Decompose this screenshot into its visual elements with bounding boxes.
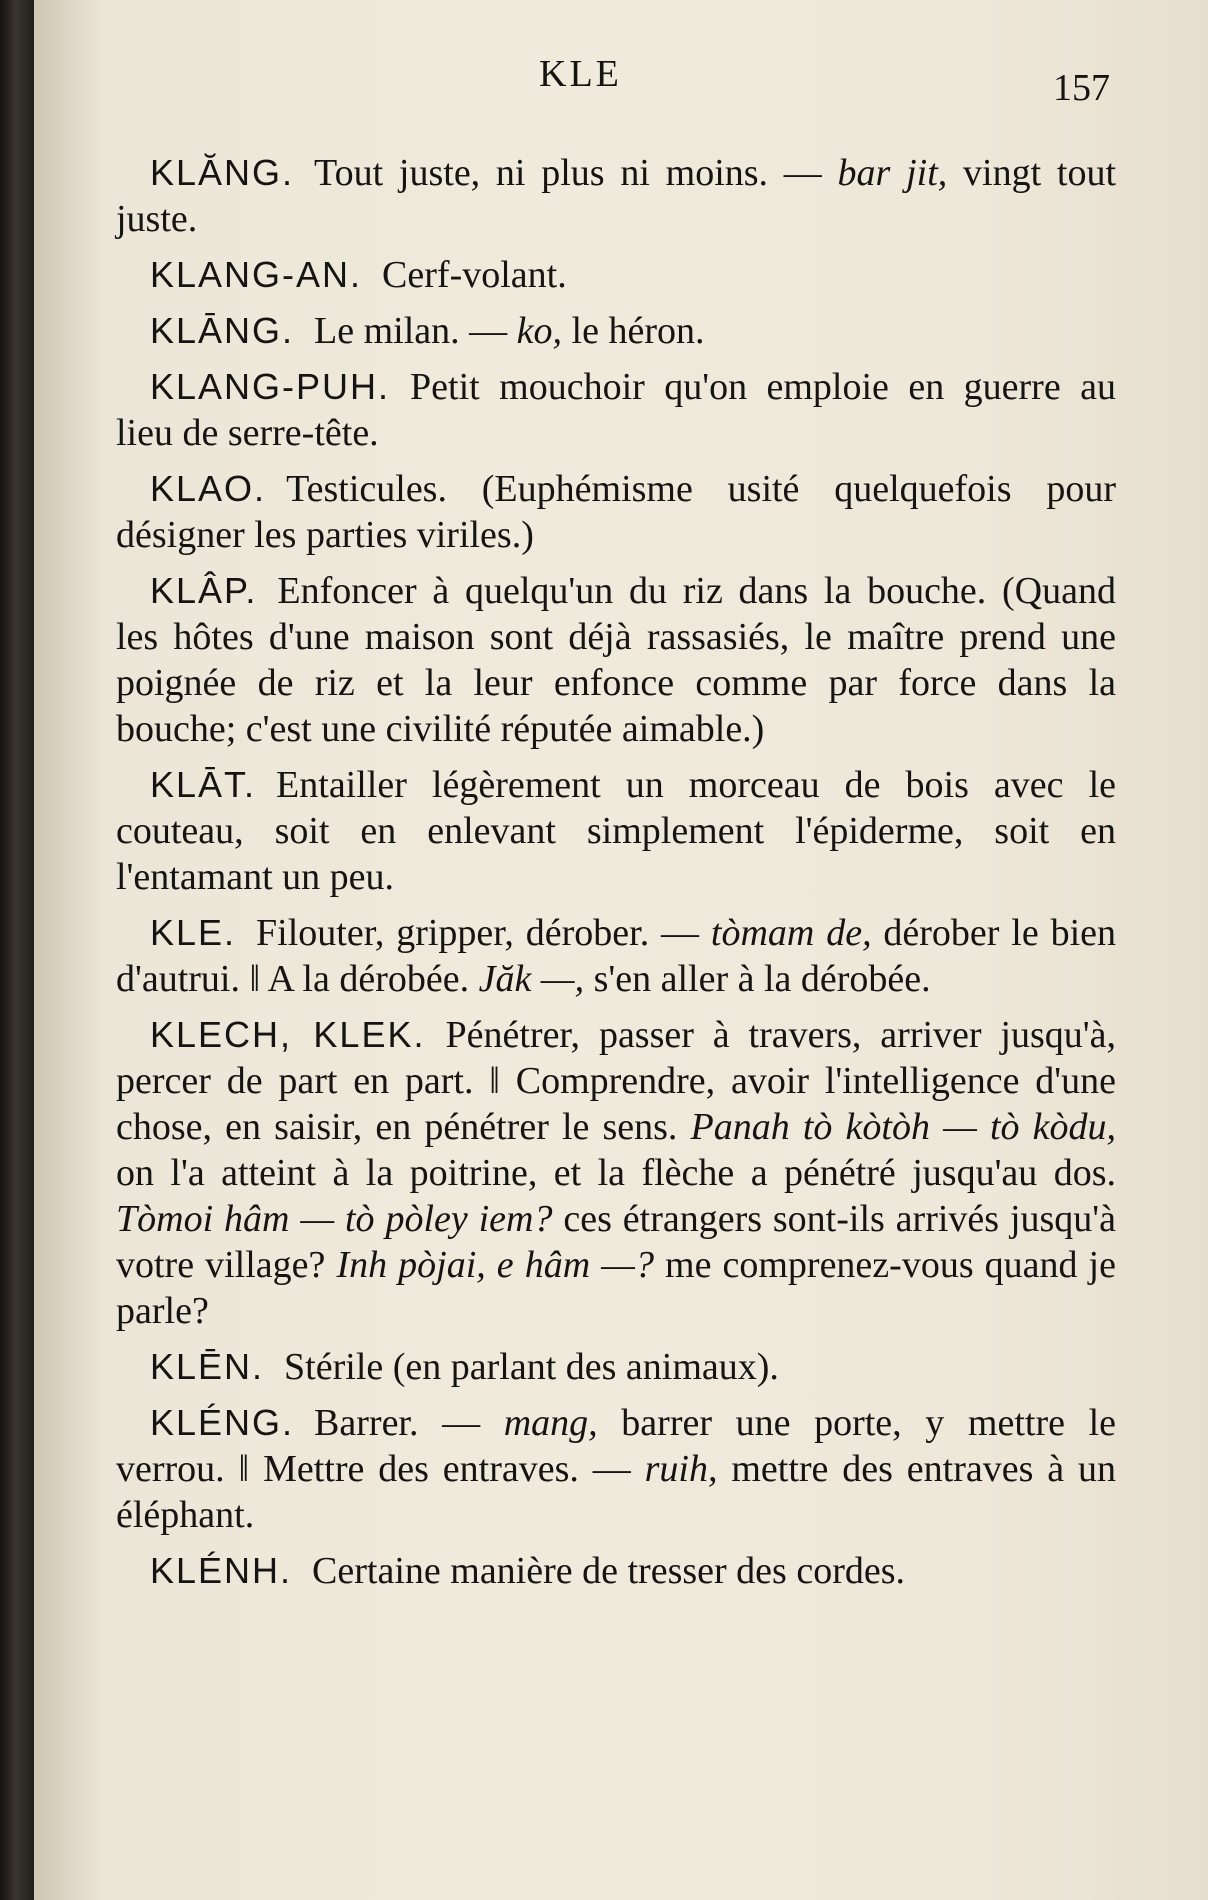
entry-headword: KLANG-PUH. [150, 366, 391, 407]
entry-example-text: Tòmoi hâm — tò pòley iem? [116, 1198, 553, 1240]
entry-definition-text: barrer une porte, y mettre le verrou. ‖ Mettre des entraves. — [116, 1402, 1117, 1490]
dictionary-entry [116, 1012, 1116, 1334]
dictionary-entry [116, 308, 1116, 354]
dictionary-entry [116, 150, 1116, 242]
entry-definition-text: Tout juste, ni plus ni moins. — [314, 152, 838, 194]
book-page [34, 0, 1208, 1900]
entry-definition-text: me comprenez-vous quand je parle? [116, 1244, 1116, 1332]
entry-definition-text: vingt tout juste. [116, 152, 1116, 240]
entry-definition-text: Stérile (en parlant des animaux). [284, 1346, 779, 1388]
book-spine-shadow [0, 0, 36, 1900]
dictionary-entry [116, 466, 1116, 558]
entry-definition-text: mettre des entraves à un éléphant. [116, 1448, 1116, 1536]
entry-headword: KLĀT. [150, 764, 257, 805]
entry-definition-text: Petit mouchoir qu'on emploie en guerre au lieu de serre-tête. [116, 366, 1116, 454]
entry-definition-text: Enfoncer à quelqu'un du riz dans la bouche. (Quand les hôtes d'une maison sont déjà rassasiés, le maître prend une poignée de riz et la leur enfonce comme par force dans la bouche; c'est une civilité réputée aimable.) [116, 570, 1116, 750]
running-head: KLE [539, 53, 622, 95]
entry-example-text: Inh pòjai, e hâm —? [336, 1244, 654, 1286]
entry-headword: KLÂP. [150, 570, 258, 611]
entry-headword: KLÉNG. [150, 1402, 295, 1443]
entry-headword: KLECH, KLEK. [150, 1014, 426, 1055]
entry-definition-text: dérober le bien d'autrui. ‖ A la dérobée. [116, 912, 1116, 1000]
entry-definition-text: le héron. [562, 310, 705, 352]
entry-example-text: Panah tò kòtòh — tò kòdu, [690, 1106, 1116, 1148]
entry-headword: KLE. [150, 912, 237, 953]
dictionary-entries [116, 150, 1116, 1604]
dictionary-entry [116, 1400, 1116, 1538]
entry-definition-text: s'en aller à la dérobée. [584, 958, 931, 1000]
entry-headword: KLĀNG. [150, 310, 295, 351]
entry-headword: KLANG-AN. [150, 254, 363, 295]
entry-definition-text: Filouter, gripper, dérober. — [256, 912, 711, 954]
entry-headword: KLAO. [150, 468, 267, 509]
entry-headword: KLĂNG. [150, 152, 295, 193]
dictionary-entry [116, 1344, 1116, 1390]
entry-example-text: Jăk —, [478, 958, 585, 1000]
entry-definition-text: Testicules. (Euphémisme usité quelquefois pour désigner les parties viriles.) [116, 468, 1116, 556]
entry-definition-text: Barrer. — [314, 1402, 504, 1444]
entry-example-text: tòmam de, [710, 912, 872, 954]
entry-definition-text: Entailler légèrement un morceau de bois avec le couteau, soit en enlevant simplement l'épiderme, soit en l'entamant un peu. [116, 764, 1116, 898]
dictionary-entry [116, 364, 1116, 456]
entry-example-text: mang, [503, 1402, 598, 1444]
entry-definition-text: on l'a atteint à la poitrine, et la flèche a pénétré jusqu'au dos. [116, 1152, 1116, 1194]
dictionary-entry [116, 252, 1116, 298]
entry-example-text: bar jit, [837, 152, 948, 194]
dictionary-entry [116, 1548, 1116, 1594]
page-number: 157 [1053, 67, 1110, 109]
page-header [34, 52, 1208, 109]
entry-definition-text: Cerf-volant. [382, 254, 567, 296]
entry-definition-text: ces étrangers sont-ils arrivés jusqu'à votre village? [116, 1198, 1117, 1286]
dictionary-entry [116, 910, 1116, 1002]
dictionary-entry [116, 568, 1116, 752]
entry-definition-text: Pénétrer, passer à travers, arriver jusqu'à, percer de part en part. ‖ Comprendre, avoir l'intelligence d'une chose, en saisir, en pénétrer le sens. [116, 1014, 1116, 1148]
entry-definition-text: Le milan. — [314, 310, 517, 352]
entry-headword: KLĒN. [150, 1346, 265, 1387]
entry-headword: KLÉNH. [150, 1550, 293, 1591]
entry-definition-text: Certaine manière de tresser des cordes. [312, 1550, 905, 1592]
entry-example-text: ruih, [644, 1448, 718, 1490]
entry-example-text: ko, [516, 310, 563, 352]
dictionary-entry [116, 762, 1116, 900]
